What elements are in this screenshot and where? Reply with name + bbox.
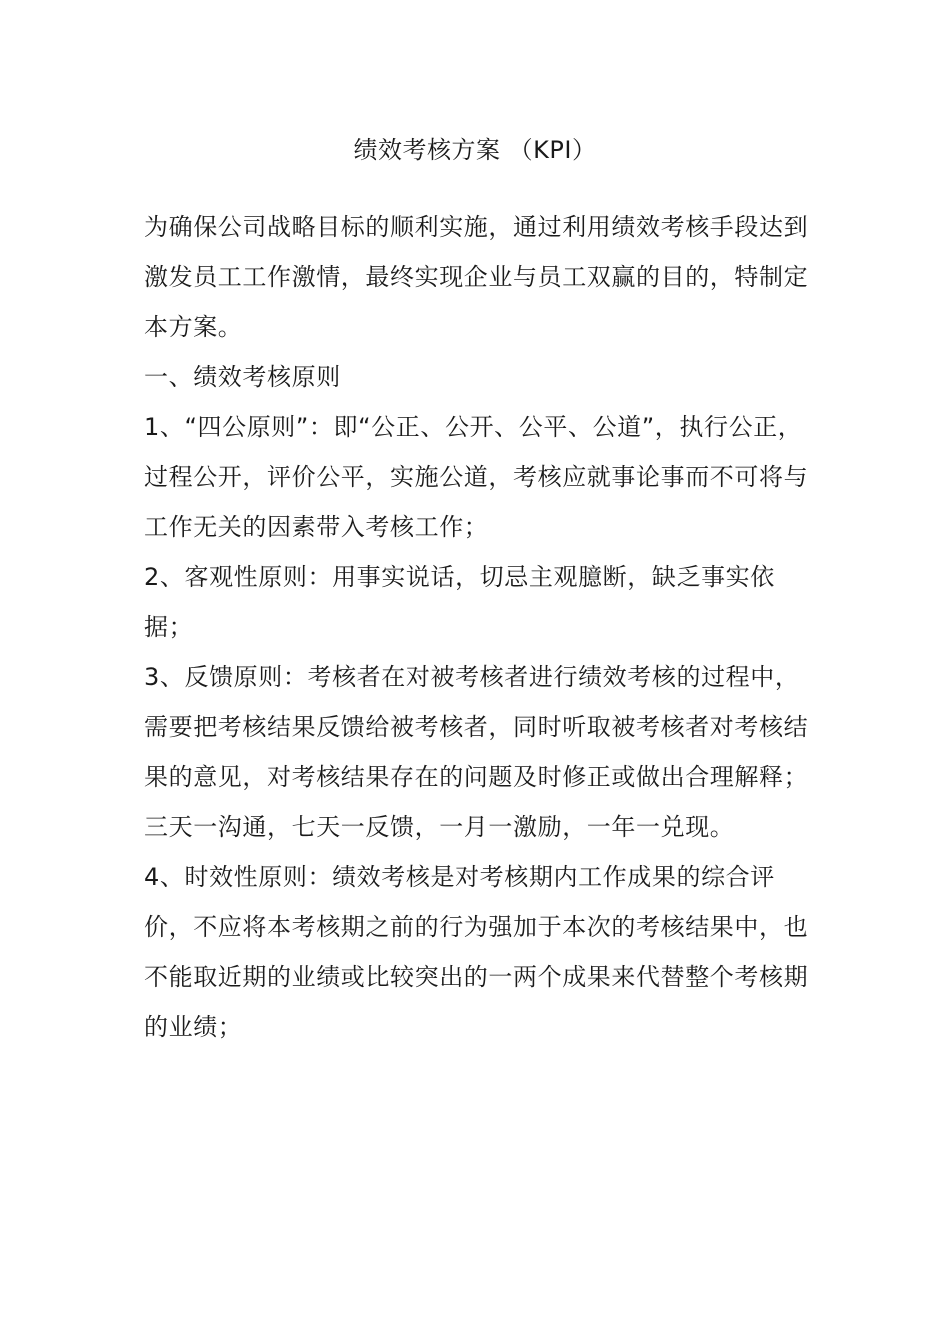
principle-item: 1、“四公原则”：即“公正、公开、公平、公道”，执行公正，过程公开，评价公平，实施公道，考核应就事论事而不可将与工作无关的因素带入考核工作； (144, 413, 809, 541)
principle-item: 4、时效性原则：绩效考核是对考核期内工作成果的综合评价，不应将本考核期之前的行为强加于本次的考核结果中，也不能取近期的业绩或比较突出的一两个成果来代替整个考核期的业绩； (144, 863, 809, 1041)
principle-item: 3、反馈原则：考核者在对被考核者进行绩效考核的过程中，需要把考核结果反馈给被考核者，同时听取被考核者对考核结果的意见，对考核结果存在的问题及时修正或做出合理解释；三天一沟通，七天一反馈，一月一激励，一年一兑现。 (144, 663, 809, 841)
document-body (144, 202, 812, 1052)
intro-paragraph: 为确保公司战略目标的顺利实施，通过利用绩效考核手段达到激发员工工作激情，最终实现企业与员工双赢的目的，特制定本方案。 (144, 213, 809, 341)
document-title: 绩效考核方案 （KPI） (353, 136, 597, 164)
principle-item: 2、客观性原则：用事实说话，切忌主观臆断，缺乏事实依据； (144, 563, 775, 641)
section-heading: 一、绩效考核原则 (144, 363, 341, 391)
